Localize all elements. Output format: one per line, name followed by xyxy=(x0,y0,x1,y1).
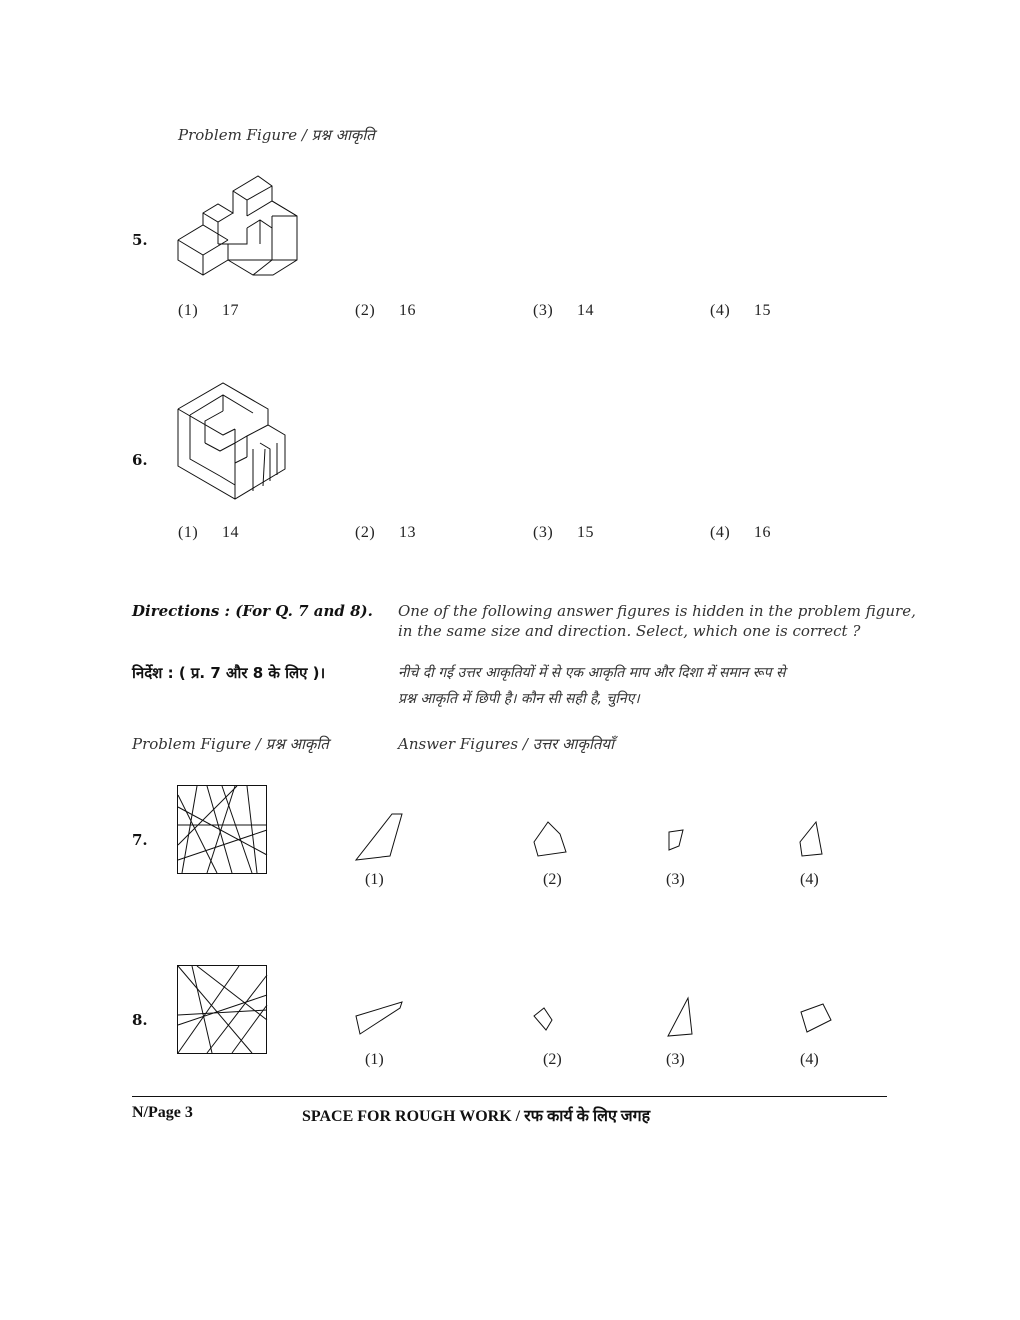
q7-answer-figure-2[interactable] xyxy=(530,818,570,860)
q5-option-1[interactable]: (1) 17 xyxy=(178,302,239,319)
directions-hi-line2: प्रश्न आकृति में छिपी है। कौन सी सही है, चुनिए। xyxy=(398,691,640,707)
directions-en-line1: One of the following answer figures is hidden in the problem figure, xyxy=(398,602,916,620)
q8-problem-figure xyxy=(177,965,267,1055)
q8-answer-figure-2[interactable] xyxy=(530,1004,556,1034)
q6-number: 6. xyxy=(132,451,148,469)
answer-figures-caption: Answer Figures / उत्तर आकृतियाँ xyxy=(398,735,615,753)
q6-option-2[interactable]: (2) 13 xyxy=(355,524,416,541)
q7-number: 7. xyxy=(132,831,148,849)
footer-page-number: N/Page 3 xyxy=(132,1104,193,1121)
q5-figure-caption: Problem Figure / प्रश्न आकृति xyxy=(178,126,375,144)
q6-option-3[interactable]: (3) 15 xyxy=(533,524,594,541)
footer-divider xyxy=(132,1096,887,1097)
q7-answer-figure-3[interactable] xyxy=(665,828,687,854)
directions-hi-label: निर्देश : ( प्र. 7 और 8 के लिए )। xyxy=(132,664,326,682)
q8-answer-label-1: (1) xyxy=(365,1051,384,1068)
footer-rough-work: SPACE FOR ROUGH WORK / रफ कार्य के लिए जगह xyxy=(302,1108,651,1125)
directions-hi-line1: नीचे दी गई उत्तर आकृतियों में से एक आकृति माप और दिशा में समान रूप से xyxy=(398,665,786,681)
q8-answer-label-2: (2) xyxy=(543,1051,562,1068)
q7-answer-label-4: (4) xyxy=(800,871,819,888)
q5-option-4[interactable]: (4) 15 xyxy=(710,302,771,319)
q8-number: 8. xyxy=(132,1011,148,1029)
q6-option-1[interactable]: (1) 14 xyxy=(178,524,239,541)
q7-answer-figure-4[interactable] xyxy=(796,818,826,860)
q7-answer-figure-1[interactable] xyxy=(352,810,404,864)
q7-answer-label-2: (2) xyxy=(543,871,562,888)
q7-problem-figure xyxy=(177,785,267,875)
q7-answer-label-1: (1) xyxy=(365,871,384,888)
q5-option-2[interactable]: (2) 16 xyxy=(355,302,416,319)
q8-answer-figure-1[interactable] xyxy=(352,998,406,1038)
q8-answer-label-4: (4) xyxy=(800,1051,819,1068)
q8-answer-label-3: (3) xyxy=(666,1051,685,1068)
directions-en-line2: in the same size and direction. Select, which one is correct ? xyxy=(398,622,861,640)
directions-en-label: Directions : (For Q. 7 and 8). xyxy=(132,602,373,620)
q7-answer-label-3: (3) xyxy=(666,871,685,888)
q5-problem-figure xyxy=(175,168,305,280)
q8-answer-figure-3[interactable] xyxy=(664,994,696,1040)
q5-number: 5. xyxy=(132,231,148,249)
problem-figure-caption: Problem Figure / प्रश्न आकृति xyxy=(132,735,329,753)
q6-problem-figure xyxy=(175,381,290,503)
q6-option-4[interactable]: (4) 16 xyxy=(710,524,771,541)
q8-answer-figure-4[interactable] xyxy=(797,1000,835,1036)
q5-option-3[interactable]: (3) 14 xyxy=(533,302,594,319)
